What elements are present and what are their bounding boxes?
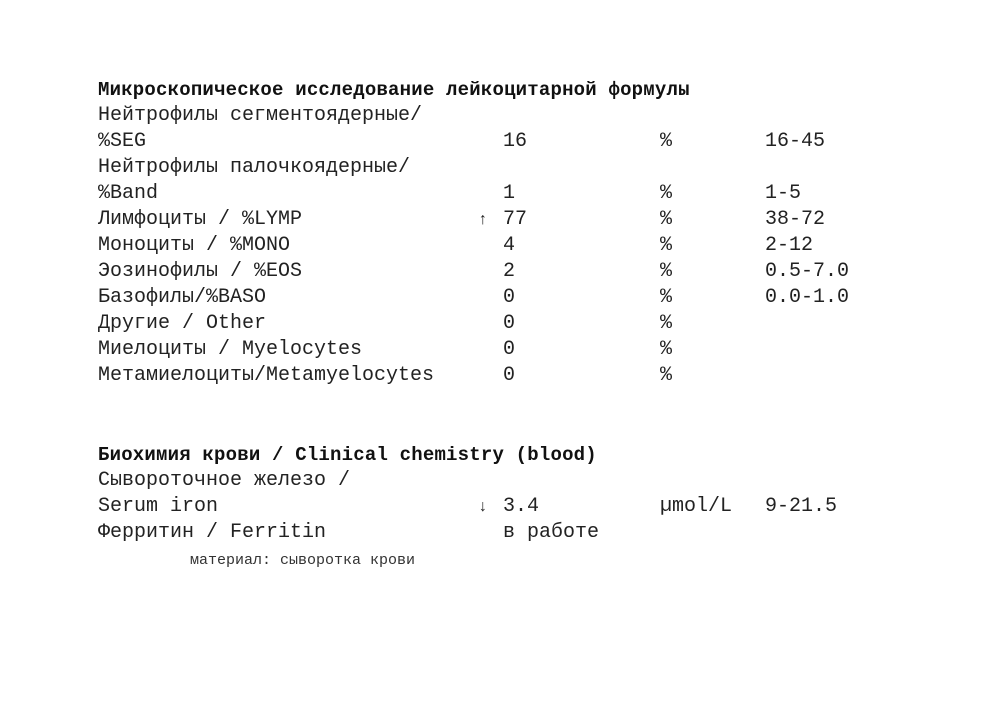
result-row [98,468,898,494]
result-row [98,285,898,311]
test-label: Другие / Other [98,312,267,335]
test-label: %SEG [98,130,147,153]
test-label: Эозинофилы / %EOS [98,260,303,283]
result-row [98,337,898,363]
section-title-clinical-chemistry: Биохимия крови / Clinical chemistry (blood) [98,444,597,466]
test-value: 0 [503,286,516,309]
test-unit: % [660,312,673,335]
test-unit: % [660,208,673,231]
section-title-leukocyte-formula: Микроскопическое исследование лейкоцитарной формулы [98,79,690,101]
test-value: 0 [503,338,516,361]
result-row [98,155,898,181]
test-label: %Band [98,182,159,205]
result-row [98,103,898,129]
result-row [98,207,898,233]
test-value: 0 [503,312,516,335]
result-row [98,259,898,285]
test-value: 16 [503,130,528,153]
reference-range: 16-45 [765,130,826,153]
result-row [98,494,898,520]
reference-range: 1-5 [765,182,802,205]
test-value: 4 [503,234,516,257]
test-label: Ферритин / Ferritin [98,521,327,544]
reference-range: 0.0-1.0 [765,286,850,309]
arrow-up-icon: ↑ [478,211,488,229]
test-label: Моноциты / %MONO [98,234,291,257]
test-value: 0 [503,364,516,387]
reference-range: 9-21.5 [765,495,838,518]
result-row [98,311,898,337]
test-value: 3.4 [503,495,540,518]
test-label: Нейтрофилы сегментоядерные/ [98,104,423,127]
test-unit: % [660,286,673,309]
test-value: 2 [503,260,516,283]
result-row [98,181,898,207]
result-row [98,520,898,546]
test-value: в работе [503,521,600,544]
test-unit: % [660,260,673,283]
test-unit: % [660,234,673,257]
result-row [98,363,898,389]
test-unit: % [660,338,673,361]
result-row [98,129,898,155]
test-label: Миелоциты / Myelocytes [98,338,363,361]
test-value: 1 [503,182,516,205]
test-unit: µmol/L [660,495,733,518]
test-unit: % [660,182,673,205]
reference-range: 0.5-7.0 [765,260,850,283]
reference-range: 38-72 [765,208,826,231]
test-unit: % [660,130,673,153]
test-label: Базофилы/%BASO [98,286,267,309]
test-label: Нейтрофилы палочкоядерные/ [98,156,411,179]
test-label: Лимфоциты / %LYMP [98,208,303,231]
arrow-down-icon: ↓ [478,498,488,516]
reference-range: 2-12 [765,234,814,257]
test-label: Метамиелоциты/Metamyelocytes [98,364,435,387]
test-unit: % [660,364,673,387]
specimen-note: материал: сыворотка крови [190,552,416,569]
test-label: Serum iron [98,495,219,518]
result-row [98,233,898,259]
test-value: 77 [503,208,528,231]
test-label: Сывороточное железо / [98,469,351,492]
